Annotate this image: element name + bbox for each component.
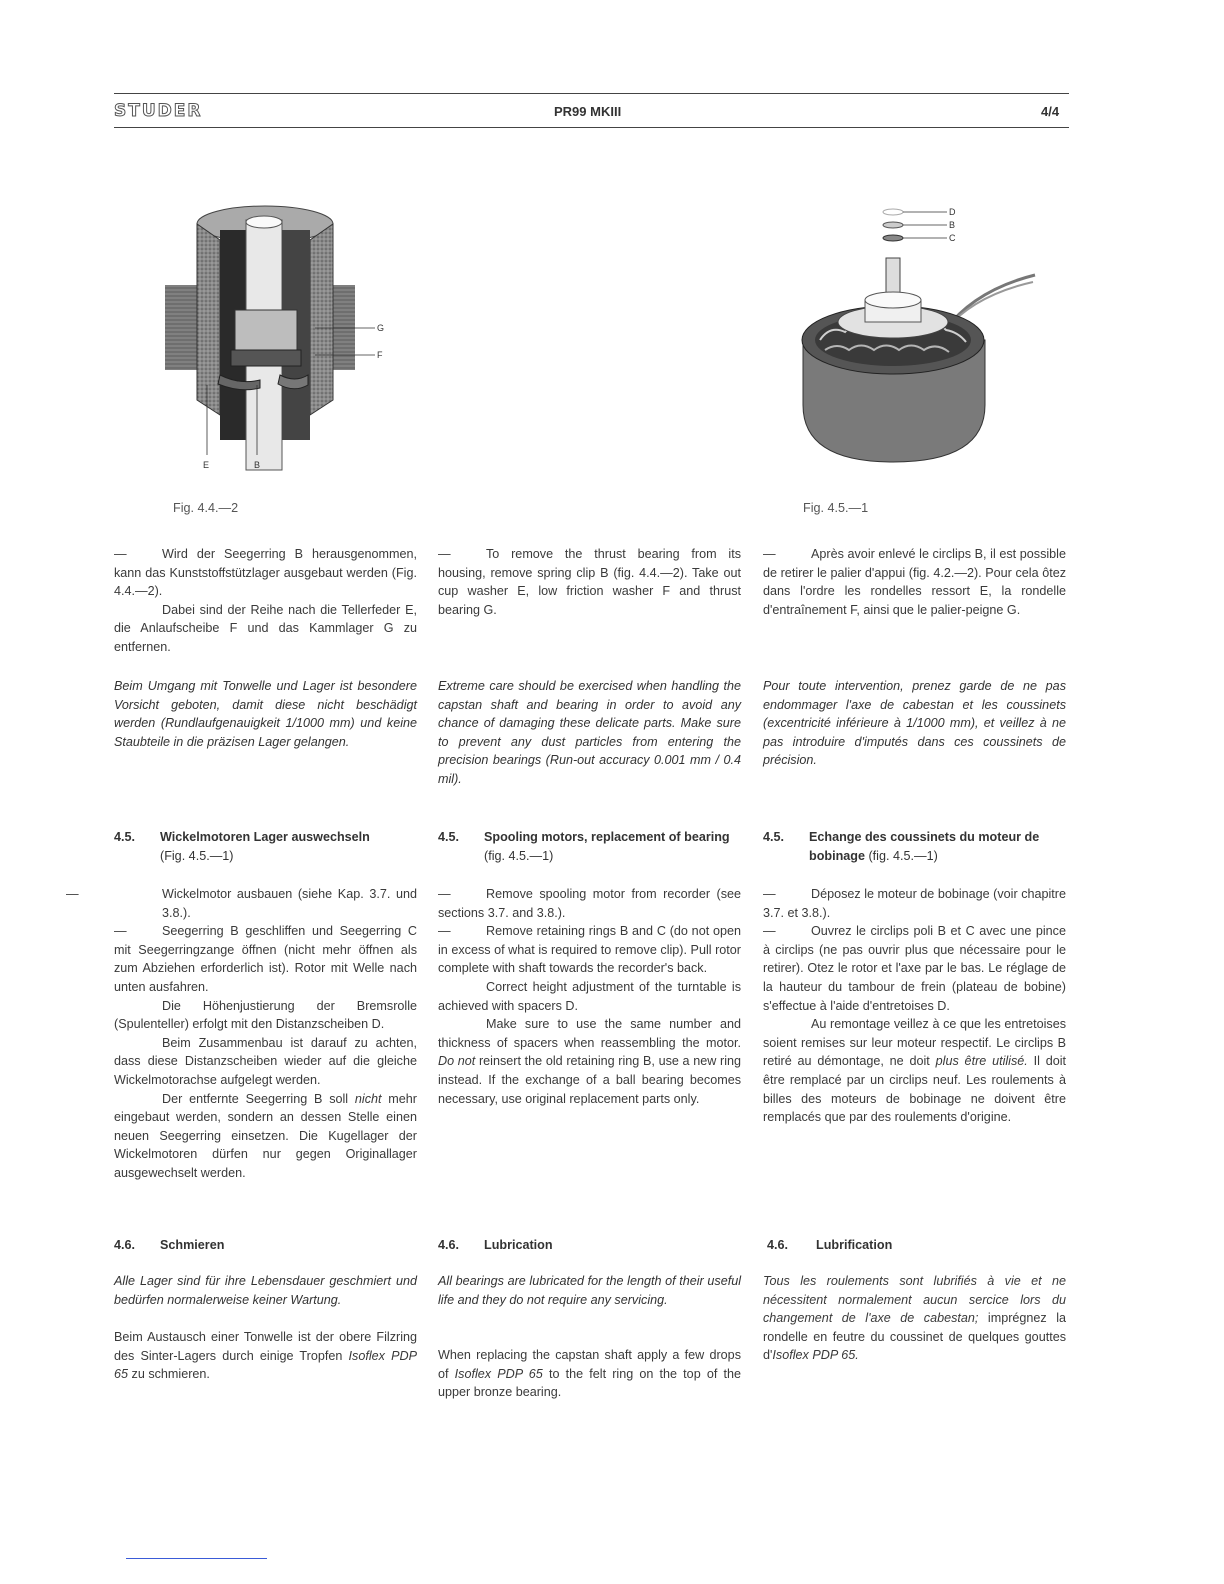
de-s45-p5a: Der entfernte Seegerring B soll <box>162 1091 349 1106</box>
section-number: 4.5. <box>763 830 785 844</box>
label-b-right: B <box>949 220 956 230</box>
page-number: 4/4 <box>1041 104 1060 119</box>
de-p2: Dabei sind der Reihe nach die Tellerfeder E, die Anlaufscheibe F und das Kammlager G zu entfernen. <box>114 602 417 654</box>
fr-s46-note <box>763 1272 1066 1365</box>
figure-reference: (fig. 4.5.—1) <box>484 848 554 863</box>
fr-note: Pour toute intervention, prenez garde de ne pas endommager l'axe de cabestan et les coussinets (excentricité inférieure à 1/1000 mm), et veillez à ne pas introduire d'imputés dans ces coussinets de précision. <box>763 679 1066 768</box>
figure-caption-right: Fig. 4.5.—1 <box>803 501 869 515</box>
en-s46-p1: When replacing the capstan shaft apply a few drops of <box>438 1348 741 1381</box>
section-title: Echange des coussinets du moteur de bobinage <box>809 830 1040 863</box>
section-title: Lubrication <box>484 1238 553 1252</box>
capstan-bearing-illustration <box>165 200 405 480</box>
de-p1: Wird der Seegerring B herausgenommen, kann das Kunststoffstützlager ausgebaut werden (Fig. 4.4.—2). <box>114 547 417 599</box>
de-s45-p4: Beim Zusammenbau ist darauf zu achten, dass diese Distanzscheiben wieder auf die gleiche Wickelmotorachse aufgelegt werden. <box>114 1035 417 1087</box>
brand-logo: STUDER <box>114 101 203 121</box>
figure-reference: (fig. 4.5.—1) <box>868 848 938 863</box>
de-section-4-5-body <box>66 885 417 1183</box>
header-top-rule <box>114 93 1069 94</box>
dash: — <box>438 924 451 939</box>
label-c: C <box>949 233 956 243</box>
de-s46-note: Alle Lager sind für ihre Lebensdauer geschmiert und bedürfen normalerweise keiner Wartung. <box>114 1274 417 1307</box>
spooling-motor-illustration <box>795 200 1045 480</box>
section-number: 4.5. <box>114 830 136 844</box>
fr-s45-p3-it: plus être utilisé. <box>935 1054 1028 1069</box>
en-s46-note: All bearings are lubricated for the length of their useful life and they do not require any servicing. <box>438 1274 741 1307</box>
fr-intro <box>763 545 1066 619</box>
fr-s45-p2: Ouvrez le circlips poli B et C avec une pince à circlips (ne pas ouvrir plus que nécessaire pour le retirer). Otez le rotor et l'axe par le bas. Le réglage de la hauteur du tambour de frein (plateau de bobine) s'effectue à l'aide d'entretoises D. <box>763 924 1066 1013</box>
section-number: 4.6. <box>114 1238 136 1252</box>
label-b: B <box>254 460 261 470</box>
en-s45-p1: Remove spooling motor from recorder (see sections 3.7. and 3.8.). <box>438 887 741 920</box>
section-title: Lubrification <box>816 1238 893 1252</box>
dash: — <box>763 547 776 561</box>
section-title: Schmieren <box>160 1238 225 1252</box>
dash: — <box>438 887 451 901</box>
figure-caption-left: Fig. 4.4.—2 <box>173 501 239 515</box>
de-s45-p5c: mehr eingebaut werden, sondern an dessen Stelle einen neuen Seegerring einsetzen. Die Kugellager der Wickelmotoren dürfen nur gegen Originallager ausgewechselt werden. <box>114 1091 417 1180</box>
fr-section-4-5-body <box>763 885 1066 1127</box>
fr-s45-p3: Au remontage veillez à ce que les entretoises soient remises sur leur moteur respectif. Le circlips B retiré au démontage, ne doit <box>763 1017 1066 1069</box>
de-s45-p5b: nicht <box>354 1091 382 1106</box>
header-bottom-rule <box>114 127 1069 128</box>
en-s46-p1-end: to the felt ring on the top of the upper bronze bearing. <box>438 1366 742 1400</box>
en-s45-p4b: Do not <box>438 1054 476 1069</box>
figure-reference: (Fig. 4.5.—1) <box>160 848 234 863</box>
en-s45-p3: Correct height adjustment of the turntable is achieved with spacers D. <box>438 979 741 1013</box>
dash: — <box>763 924 776 939</box>
label-d: D <box>949 207 956 217</box>
en-section-4-5-body <box>438 885 741 1108</box>
model-title: PR99 MKIII <box>554 104 622 119</box>
fr-p1: Après avoir enlevé le circlips B, il est possible de retirer le palier d'appui (fig. 4.2.—2). Pour cela ôtez dans l'ordre les rondelles ressort E, la rondelle d'entraînement F, ainsi que le palier-peigne G. <box>763 547 1066 617</box>
fr-s46-note-end: imprégnez la rondelle en feutre du coussinet de quelques gouttes d' <box>763 1311 1066 1363</box>
label-g: G <box>377 323 385 333</box>
de-intro <box>114 545 417 657</box>
de-s45-p1: Wickelmotor ausbauen (siehe Kap. 3.7. und 3.8.). <box>162 887 417 920</box>
en-s45-p4a: Make sure to use the same number and thickness of spacers when reassembling the motor. <box>438 1017 741 1050</box>
section-number: 4.6. <box>767 1238 789 1252</box>
dash: — <box>763 887 776 901</box>
dash: — <box>66 887 79 901</box>
en-s45-p4c: reinsert the old retaining ring B, use a new ring instead. If the exchange of a ball bearing becomes necessary, use original replacement parts only. <box>438 1054 742 1106</box>
fr-s45-p3-end: Il doit être remplacé par un circlips neuf. Les roulements à billes des moteurs de bobinage ne doivent être remplacés que par des roulements d'origine. <box>763 1054 1067 1125</box>
en-intro <box>438 545 741 619</box>
de-note: Beim Umgang mit Tonwelle und Lager ist besondere Vorsicht geboten, damit diese nicht beschädigt werden (Rundlaufgenauigkeit 1/1000 mm) und keine Staubteile in die präzisen Lager gelangen. <box>114 679 417 749</box>
dash: — <box>114 547 127 561</box>
en-note: Extreme care should be exercised when handling the capstan shaft and bearing in order to avoid any chance of damaging these delicate parts. Make sure to prevent any dust particles from entering the precision bearings (Run-out accuracy 0.001 mm / 0.4 mil). <box>438 679 741 786</box>
label-e: E <box>203 460 210 470</box>
fr-s46-note-text: Tous les roulements sont lubrifiés à vie et ne nécessitent normalement aucun sercice lors du changement de l'axe de cabestan; <box>763 1274 1066 1326</box>
en-p1: To remove the thrust bearing from its housing, remove spring clip B (fig. 4.4.—2). Take out cup washer E, low friction washer F and thrust bearing G. <box>438 547 741 617</box>
label-f: F <box>377 350 383 360</box>
section-number: 4.5. <box>438 830 460 844</box>
dash: — <box>114 924 127 939</box>
section-title: Wickelmotoren Lager auswechseln <box>160 830 370 844</box>
de-s45-p3: Die Höhenjustierung der Bremsrolle (Spulenteller) erfolgt mit den Distanzscheiben D. <box>114 998 417 1032</box>
de-s46-p1-end: zu schmieren. <box>131 1367 210 1382</box>
en-s46-body <box>438 1346 741 1402</box>
de-s45-p2: Seegerring B geschliffen und Seegerring C mit Seegerringzange öffnen (nicht mehr öffnen als zum Abziehen erforderlich ist). Rotor mit Welle nach unten ausfahren. <box>114 924 417 994</box>
de-s46-p1: Beim Austausch einer Tonwelle ist der obere Filzring des Sinter-Lagers durch einige Tropfen <box>114 1330 417 1363</box>
en-s45-p2: Remove retaining rings B and C (do not open in excess of what is required to remove clip). Pull rotor complete with shaft towards the recorder's back. <box>438 924 741 976</box>
section-number: 4.6. <box>438 1238 460 1252</box>
de-s46-body <box>114 1328 417 1384</box>
dash: — <box>438 547 451 561</box>
fr-s45-p1: Déposez le moteur de bobinage (voir chapitre 3.7. et 3.8.). <box>763 887 1066 920</box>
product-name: Isoflex PDP 65 <box>454 1366 543 1381</box>
section-title: Spooling motors, replacement of bearing <box>484 830 730 844</box>
footer-link-line <box>126 1558 267 1559</box>
product-name: Isoflex PDP 65 <box>114 1348 417 1382</box>
product-name: Isoflex PDP 65. <box>772 1348 859 1363</box>
